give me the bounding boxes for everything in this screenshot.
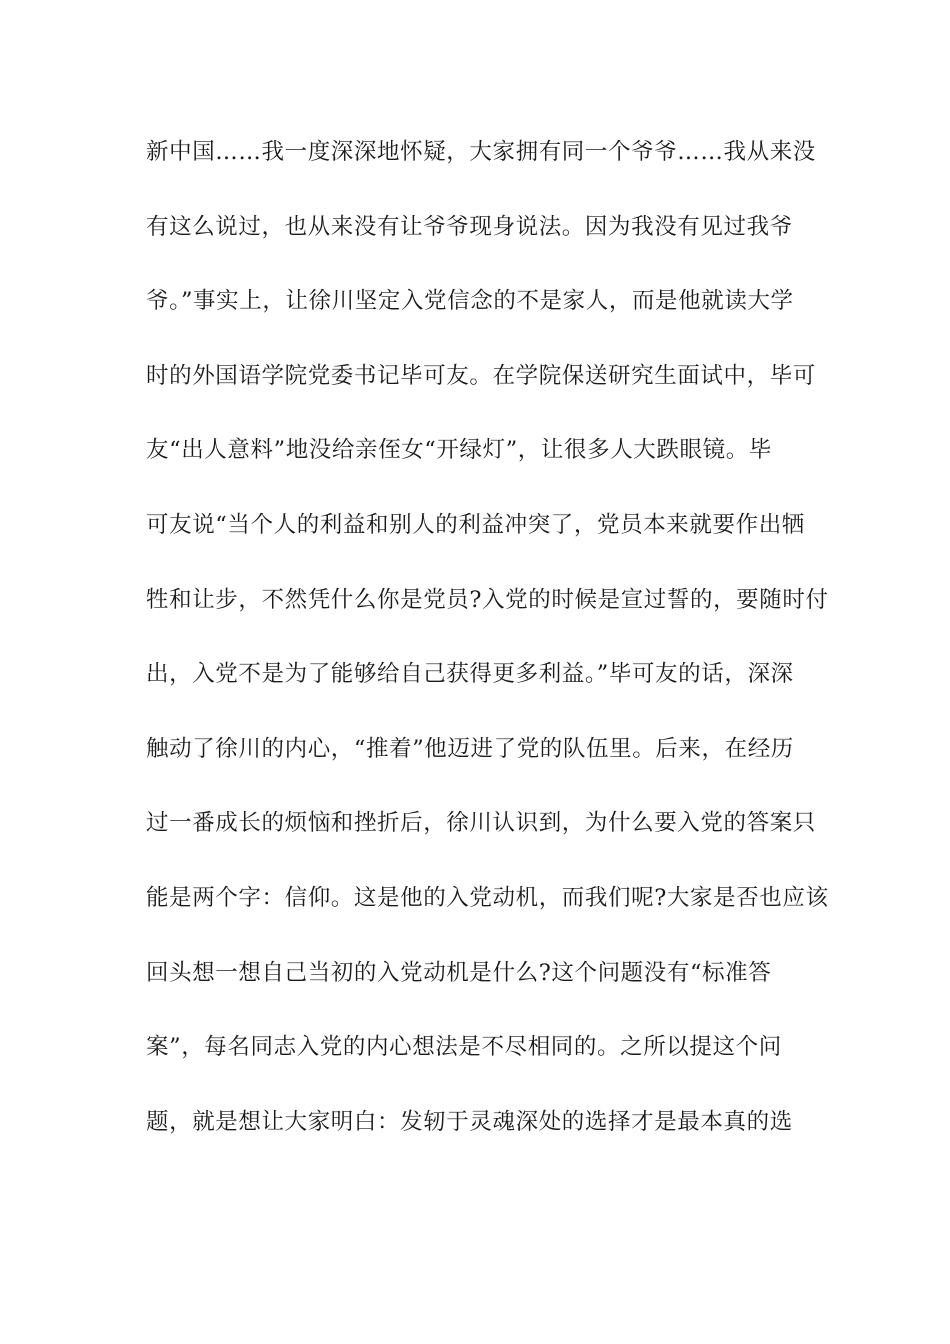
- text-line: 可友说“当个人的利益和别人的利益冲突了，党员本来就要作出牺: [146, 511, 805, 538]
- text-line: 新中国……我一度深深地怀疑，大家拥有同一个爷爷……我从来没: [146, 139, 816, 165]
- text-line: 有这么说过，也从来没有让爷爷现身说法。因为我没有见过我爷: [146, 213, 793, 240]
- text-line: 题，就是想让大家明白：发轫于灵魂深处的选择才是最本真的选: [146, 1108, 793, 1135]
- text-line: 回头想一想自己当初的入党动机是什么?这个问题没有“标准答: [146, 959, 772, 986]
- text-line: 能是两个字：信仰。这是他的入党动机，而我们呢?大家是否也应该: [146, 884, 829, 911]
- text-line: 出，入党不是为了能够给自己获得更多利益。”毕可友的话，深深: [146, 661, 794, 688]
- text-line: 过一番成长的烦恼和挫折后，徐川认识到，为什么要入党的答案只: [146, 810, 816, 837]
- text-line: 案”，每名同志入党的内心想法是不尽相同的。之所以提这个问: [146, 1034, 782, 1061]
- text-line: 爷。”事实上，让徐川坚定入党信念的不是家人，而是他就读大学: [146, 288, 794, 315]
- text-line: 牲和让步，不然凭什么你是党员?入党的时候是宣过誓的，要随时付: [146, 586, 829, 613]
- body-text: [146, 133, 829, 1177]
- text-line: 触动了徐川的内心，“推着”他迈进了党的队伍里。后来，在经历: [146, 735, 794, 762]
- text-line: 友“出人意料”地没给亲侄女“开绿灯”，让很多人大跌眼镜。毕: [146, 437, 772, 464]
- text-line: 时的外国语学院党委书记毕可友。在学院保送研究生面试中，毕可: [146, 362, 816, 389]
